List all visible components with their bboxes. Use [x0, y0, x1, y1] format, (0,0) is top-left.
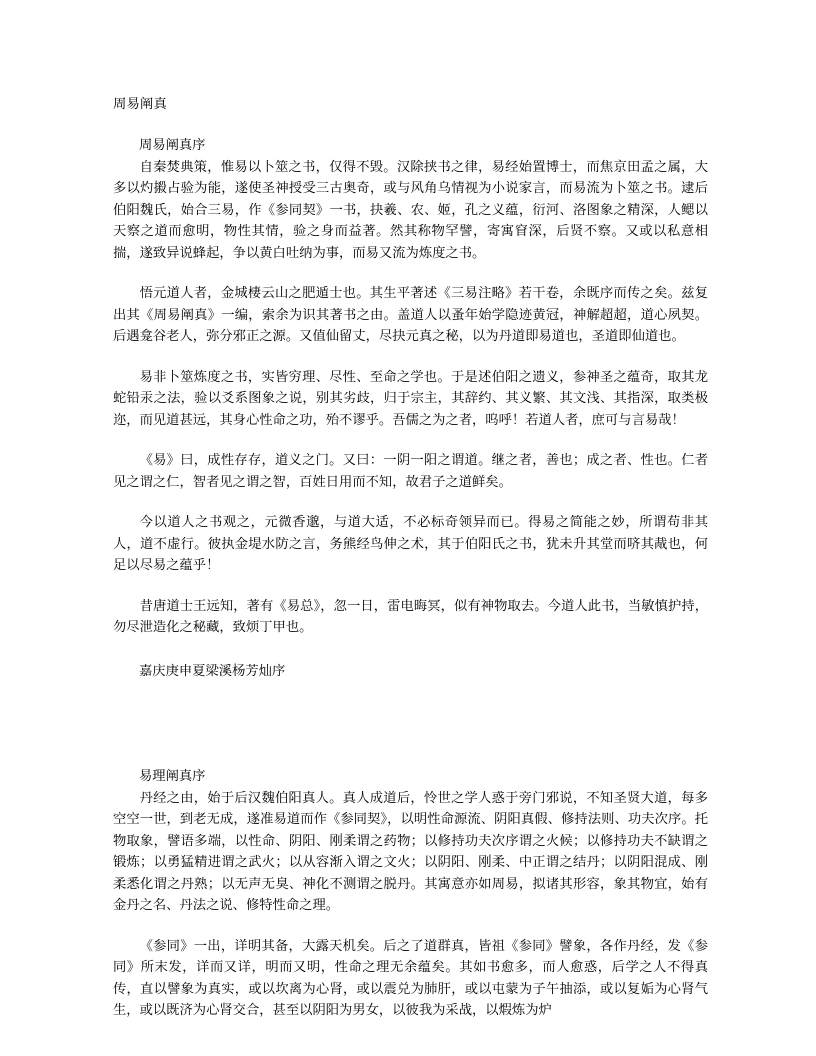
section-yili-chanzhen-xu — [113, 766, 708, 1022]
signature-block — [113, 661, 708, 683]
paragraph: 丹经之由，始于后汉魏伯阳真人。真人成道后，怜世之学人惑于旁门邪说，不知圣贤大道，每多空空一世，到老无成，遂准易道而作《参同契》，以明性命源流、阴阳真假、修持法则、功夫次序。托物取象，譬语多端，以性命、阴阳、刚柔谓之药物；以修持功夫次序谓之火候；以修持功夫不缺谓之锻炼；以勇猛精进谓之武火；以从容渐入谓之文火；以阴阳、刚柔、中正谓之结丹；以阴阳混成、刚柔悉化谓之丹熟；以无声无臭、神化不测谓之脱丹。其寓意亦如周易，拟诸其形容，象其物宜，始有金丹之名、丹法之说、修特性命之理。 — [113, 790, 708, 913]
paragraph: 易非卜筮炼度之书，实皆穷理、尽性、至命之学也。于是述伯阳之遗义，参神圣之蕴奇，取其龙蛇铅汞之法，验以爻系图象之说，别其劣歧，归于宗主，其辞约、其义繁、其文浅、其指深，取类极迩，而见道甚远，其身心性命之功，殆不谬乎。吾儒之为之者，呜呼！若道人者，庶可与言易哉！ — [113, 369, 708, 428]
paragraph: 悟元道人者，金城棲云山之肥遁士也。其生平著述《三易注略》若干卷，余既序而传之矣。兹复出其《周易阐真》一编，索余为识其著书之由。盖道人以蚤年始学隐迹黄冠，神解超超，道心夙契。后遇龛谷老人，弥分邪正之源。又值仙留丈，尽抉元真之秘，以为丹道即易道也，圣道即仙道也。 — [113, 286, 708, 344]
section-heading: 周易阐真序 — [139, 138, 206, 153]
paragraph: 今以道人之书观之，元微香邈，与道大适，不必标奇领异而已。得易之简能之妙，所谓苟非其人，道不虚行。彼执金堤水防之言，务熊经鸟伸之术，其于伯阳氏之书，犹未升其堂而哜其胾也，何足以尽易之蕴乎！ — [113, 515, 708, 573]
section-zhouyi-chanzhen-xu — [113, 135, 708, 682]
paragraph: 《易》曰，成性存存，道义之门。又曰：一阴一阳之谓道。继之者，善也；成之者、性也。仁者见之谓之仁，智者见之谓之智，百姓日用而不知，故君子之道鲜矣。 — [113, 453, 708, 490]
section-heading: 易理阐真序 — [139, 769, 206, 784]
paragraph: 自秦焚典策，惟易以卜筮之书，仅得不毁。汉除挟书之律，易经始置博士，而焦京田孟之属，大多以灼摋占验为能，遂使圣神授受三古奥奇，或与风角乌情视为小说家言，而易流为卜筮之书。逮后伯阳魏氏，始合三易，作《参同契》一书，抉羲、农、姬，孔之义蕴，衍河、洛图象之精深，人鳃以天察之道而愈明，物性其情，验之身而益著。然其称物罕譬，寄寓窅深，后贤不察。又或以私意相揣，遂致异说蜂起，争以黄白吐纳为事，而易又流为炼度之书。 — [113, 159, 708, 261]
section-divider-spacer — [113, 682, 708, 766]
page-title: 周易阐真 — [113, 97, 167, 112]
paragraph: 昔唐道士王远知，著有《易总》，忽一日，雷电晦冥，似有神物取去。今道人此书，当敏慎护持，勿尽泄造化之秘藏，致烦丁甲也。 — [113, 598, 708, 635]
document-content — [113, 94, 708, 1022]
paragraph: 《参同》一出，详明其备，大露天机矣。后之了道群真，皆祖《参同》譬象，各作丹经，发《参同》所末发，详而又详，明而又明，性命之理无余蕴矣。其如书愈多，而人愈惑，后学之人不得真传，直以譬象为真实，或以坎离为心肾，或以震兑为肺肝，或以屯蒙为子午抽添，或以复姤为心肾气生，或以既济为心肾交合，甚至以阴阳为男女，以彼我为采战，以煆炼为炉 — [113, 938, 708, 1018]
author-signature: 嘉庆庚申夏梁溪杨芳灿序 — [139, 663, 286, 679]
